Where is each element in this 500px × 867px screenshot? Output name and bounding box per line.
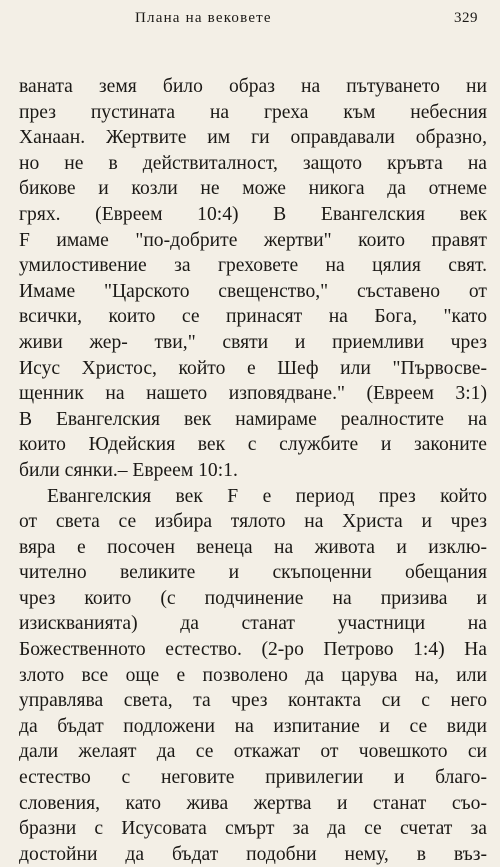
page-number: 329 (454, 10, 478, 27)
text-line: злото все още е позволено да царува на, или (19, 663, 487, 689)
body-text (19, 74, 487, 867)
running-head (0, 6, 500, 28)
text-line: умилостивение за греховете на цялия свят. (19, 253, 487, 279)
text-line: достойни да бъдат подобни нему, в въз- (19, 842, 487, 867)
text-line: естество с неговите привилегии и благо- (19, 765, 487, 791)
text-line: дали желаят да се откажат от човешкото си (19, 739, 487, 765)
text-line: словения, като жива жертва и станат съо- (19, 791, 487, 817)
text-line: Евангелския век F е период през който (19, 484, 487, 510)
text-line: Ханаан. Жертвите им ги оправдавали образно, (19, 125, 487, 151)
text-line: чително великите и скъпоценни обещания (19, 560, 487, 586)
text-line: Исус Христос, който е Шеф или "Първосве- (19, 356, 487, 382)
text-line: всички, които се принасят на Бога, "като (19, 304, 487, 330)
text-line: били сянки.– Евреем 10:1. (19, 458, 487, 484)
text-line: бразни с Исусовата смърт за да се счетат за (19, 816, 487, 842)
text-line: през пустината на греха към небесния (19, 100, 487, 126)
text-line: изискванията) да станат участници на (19, 611, 487, 637)
text-line: да бъдат подложени на изпитание и се види (19, 714, 487, 740)
text-line: грях. (Евреем 10:4) В Евангелския век (19, 202, 487, 228)
text-line: Божественното естество. (2-ро Петрово 1:4) На (19, 637, 487, 663)
text-line: Имаме "Царското свещенство," съставено от (19, 279, 487, 305)
text-line: вяра е посочен венеца на живота и изклю- (19, 535, 487, 561)
text-line: ваната земя било образ на пътуването ни (19, 74, 487, 100)
text-line: живи жер- тви," святи и приемливи чрез (19, 330, 487, 356)
text-line: но не в действиталност, защото кръвта на (19, 151, 487, 177)
paragraph (19, 484, 487, 867)
running-title: Плана на вековете (135, 10, 272, 27)
text-line: бикове и козли не може никога да отнеме (19, 176, 487, 202)
text-line: щенник на нашето изповядване." (Евреем 3:1) (19, 381, 487, 407)
paragraph (19, 74, 487, 484)
text-line: F имаме "по-добрите жертви" които правят (19, 228, 487, 254)
text-line: чрез които (с подчинение на призива и (19, 586, 487, 612)
text-line: В Евангелския век намираме реалностите на (19, 407, 487, 433)
text-line: от света се избира тялото на Христа и чрез (19, 509, 487, 535)
text-line: които Юдейския век с службите и законите (19, 432, 487, 458)
text-line: управлява света, та чрез контакта си с него (19, 688, 487, 714)
